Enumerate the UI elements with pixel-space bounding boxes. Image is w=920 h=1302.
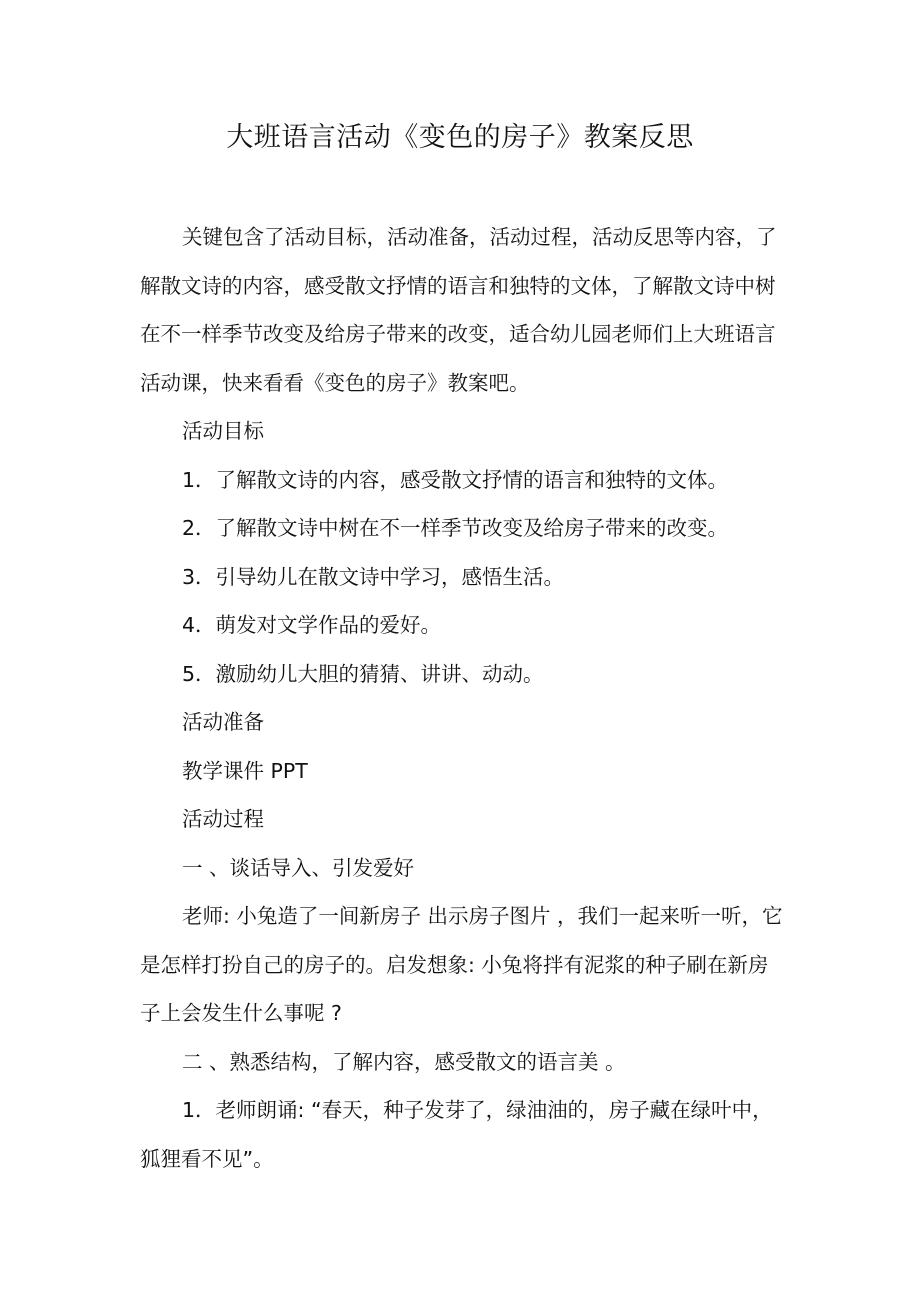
process-step-2-item-1: 1．老师朗诵: “春天，种子发芽了，绿油油的，房子藏在绿叶中，狐狸看不见”。 xyxy=(140,1098,773,1171)
objective-item-2: 2．了解散文诗中树在不一样季节改变及给房子带来的改变。 xyxy=(182,516,729,540)
objective-item-4: 4．萌发对文学作品的爱好。 xyxy=(182,613,442,637)
objective-item-3: 3．引导幼儿在散文诗中学习，感悟生活。 xyxy=(182,564,565,589)
process-step-2-heading: 二 、熟悉结构，了解内容，感受散文的语言美 。 xyxy=(182,1049,626,1074)
section-heading-process: 活动过程 xyxy=(182,807,264,831)
section-heading-preparation: 活动准备 xyxy=(182,710,264,734)
section-heading-objectives: 活动目标 xyxy=(182,419,264,443)
intro-paragraph: 关键包含了活动目标，活动准备，活动过程，活动反思等内容，了解散文诗的内容，感受散文抒情的语言和独特的文体，了解散文诗中树在不一样季节改变及给房子带来的改变，适合幼儿园老师们上大班语言活动课，快来看看《变色的房子》教案吧。 xyxy=(140,225,777,395)
document-body xyxy=(140,213,785,1183)
objective-item-5: 5．激励幼儿大胆的猜猜、讲讲、动动。 xyxy=(182,661,544,686)
document-title: 大班语言活动《变色的房子》教案反思 xyxy=(226,122,694,153)
objective-item-1: 1．了解散文诗的内容，感受散文抒情的语言和独特的文体。 xyxy=(182,467,729,492)
preparation-item: 教学课件 PPT xyxy=(182,758,308,783)
process-step-1-text: 老师: 小兔造了一间新房子 出示房子图片 ，我们一起来听一听，它是怎样打扮自己的房子的。启发想象: 小兔将拌有泥浆的种子刷在新房子上会发生什么事呢 ? xyxy=(140,904,783,1025)
process-step-1-heading: 一 、谈话导入、引发爱好 xyxy=(182,855,415,880)
